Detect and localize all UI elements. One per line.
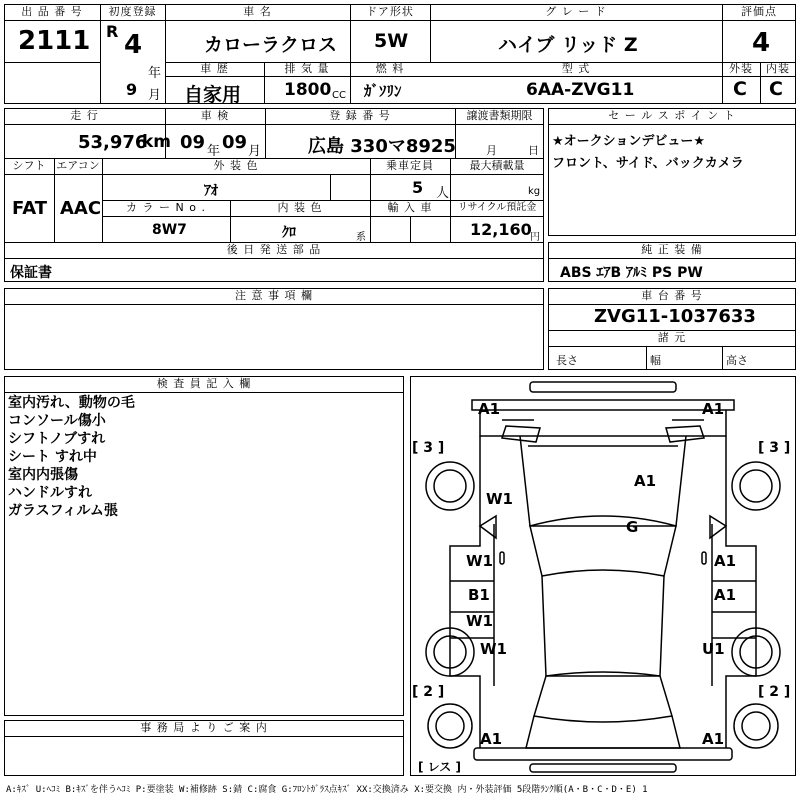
note-item: 室内内張傷 <box>8 467 78 483</box>
grade-header: グ レ ー ド <box>545 5 607 18</box>
mileage: 53,976 <box>78 132 148 153</box>
door-type: 5W <box>374 30 409 52</box>
car-name: カローラクロス <box>204 34 338 56</box>
door-header: ドア形状 <box>366 5 414 18</box>
shift-header: シフト <box>12 159 46 172</box>
insp-year-unit: 年 <box>207 144 221 159</box>
tire-rr-label: [ 2 ] <box>758 684 791 700</box>
score-header: 評価点 <box>741 5 777 18</box>
km-unit: km <box>142 132 172 152</box>
mileage-header: 走 行 <box>70 109 99 122</box>
capacity: 5 <box>412 178 424 197</box>
damage-mark: A1 <box>702 400 725 418</box>
inspector-notes <box>8 394 135 520</box>
model: 6AA-ZVG11 <box>526 80 635 100</box>
damage-mark: W1 <box>486 490 513 508</box>
color-no-header: カ ラ ー N o . <box>126 201 206 214</box>
insp-month-unit: 月 <box>248 144 262 159</box>
hood-front <box>480 410 726 436</box>
damage-mark: A1 <box>478 400 501 418</box>
width-label: 幅 <box>650 354 661 367</box>
transfer-day: 日 <box>528 144 539 157</box>
sales-point-box <box>548 108 796 236</box>
damage-mark: W1 <box>466 552 493 570</box>
office-header: 事 務 局 よ り ご 案 内 <box>140 721 268 734</box>
interior-header: 内装 <box>766 62 790 75</box>
yen-unit: 円 <box>530 232 540 243</box>
history-header: 車 歴 <box>200 62 229 75</box>
car-diagram <box>410 376 796 776</box>
shift: FAT <box>12 198 48 219</box>
front-bumper-strip <box>530 382 676 392</box>
exterior-score: C <box>733 78 747 100</box>
cc-unit: CC <box>332 90 346 101</box>
damage-mark: A1 <box>714 586 737 604</box>
inspection-header: 車 検 <box>200 109 230 122</box>
damage-mark: G <box>626 518 639 536</box>
capacity-header: 乗車定員 <box>386 159 434 172</box>
transfer-header: 譲渡書類期限 <box>466 109 533 122</box>
int-color-unit: 系 <box>356 232 366 243</box>
ext-color: ｱｵ <box>204 183 218 199</box>
note-item: コンソール傷小 <box>8 413 106 429</box>
height-label: 高さ <box>726 354 748 367</box>
note-item: シート すれ中 <box>8 449 97 465</box>
chassis-header: 車 台 番 号 <box>641 289 703 302</box>
sales-point-2: フロント、サイド、バックカメラ <box>552 156 744 171</box>
damage-mark: U1 <box>702 640 725 658</box>
reg-no: 広島 330マ8925 <box>308 136 456 157</box>
first-reg-header: 初度登録 <box>108 5 157 18</box>
rear-bumper <box>474 748 732 760</box>
later-parts: 保証書 <box>10 265 52 281</box>
tire-front-right <box>732 462 780 510</box>
sales-point-1: ★オークションデビュー★ <box>552 134 706 149</box>
note-item: 室内汚れ、動物の毛 <box>8 395 135 411</box>
damage-mark: A1 <box>714 552 737 570</box>
note-item: シフトノブすれ <box>8 431 106 447</box>
transfer-month: 月 <box>486 144 497 157</box>
tire-front-left <box>426 462 474 510</box>
tire-fl-label: [ 3 ] <box>412 440 445 456</box>
int-color: ｸﾛ <box>282 225 296 241</box>
damage-mark: W1 <box>480 640 507 658</box>
color-no: 8W7 <box>152 222 187 238</box>
lot-no-header: 出 品 番 号 <box>21 5 83 18</box>
recycle: 12,160 <box>470 220 532 239</box>
note-item: ガラスフィルム張 <box>8 503 118 519</box>
caution-header: 注 意 事 項 欄 <box>235 289 313 302</box>
fuel: ｶﾞｿﾘﾝ <box>364 82 402 100</box>
tire-fr-label: [ 3 ] <box>758 440 791 456</box>
windshield <box>530 516 676 576</box>
insp-year: 09 <box>180 132 206 153</box>
reg-no-header: 登 録 番 号 <box>329 109 391 122</box>
legend: A:ｷｽﾞ U:ﾍｺﾐ B:ｷｽﾞを伴うﾍｺﾐ P:要塗装 W:補修跡 S:錆 C:腐食 G:ﾌﾛﾝﾄｶﾞﾗｽ点ｷｽﾞ XX:交換済み X:要交換 内・外装評価 5段階ﾗﾝｸ順(A・B・C・D・E) 1 <box>6 785 648 795</box>
fuel-header: 燃 料 <box>375 62 405 75</box>
grade: ハイブ リッド Z <box>498 34 638 56</box>
reg-month: 9 <box>126 80 138 99</box>
tire-rl-label: [ 2 ] <box>412 684 445 700</box>
int-color-header: 内 装 色 <box>277 201 323 214</box>
month-unit: 月 <box>148 88 162 103</box>
front-bumper <box>472 400 734 410</box>
spare-label: [ レス ] <box>418 760 461 774</box>
exterior-header: 外装 <box>729 62 753 75</box>
capacity-unit: 人 <box>436 186 450 201</box>
interior-score: C <box>769 78 783 100</box>
displacement: 1800 <box>284 80 332 100</box>
ac-header: エアコン <box>56 159 100 172</box>
reg-year: 4 <box>124 30 143 60</box>
inspector-header: 検 査 員 記 入 欄 <box>156 377 252 390</box>
load-unit: kg <box>528 186 541 197</box>
displacement-header: 排 気 量 <box>284 62 330 75</box>
sales-point-header: セ ー ル ス ポ イ ン ト <box>608 109 736 122</box>
insp-month: 09 <box>222 132 248 153</box>
ext-color-header: 外 装 色 <box>213 159 259 172</box>
import-header: 輸 入 車 <box>387 201 433 214</box>
damage-mark: B1 <box>468 586 490 604</box>
spare-tire <box>428 704 472 748</box>
recycle-header: リサイクル預託金 <box>457 202 537 213</box>
history: 自家用 <box>184 84 242 106</box>
damage-mark: A1 <box>702 730 725 748</box>
rear-window <box>534 672 672 722</box>
model-header: 型 式 <box>561 62 591 75</box>
damage-mark: W1 <box>466 612 493 630</box>
reg-era: R <box>106 22 119 41</box>
damage-mark: A1 <box>480 730 503 748</box>
year-unit: 年 <box>148 66 162 81</box>
ac: AAC <box>60 198 102 219</box>
note-item: ハンドルすれ <box>8 485 92 501</box>
dims-header: 諸 元 <box>657 331 687 344</box>
chassis-no: ZVG11-1037633 <box>594 306 756 327</box>
genuine-equipment: ABS ｴｱB ｱﾙﾐ PS PW <box>560 265 703 281</box>
score: 4 <box>752 28 771 58</box>
lot-no: 2111 <box>18 26 91 56</box>
later-parts-header: 後 日 発 送 部 品 <box>226 243 322 256</box>
length-label: 長さ <box>556 354 578 367</box>
car-name-header: 車 名 <box>243 5 272 18</box>
genuine-header: 純 正 装 備 <box>641 243 703 256</box>
damage-mark: A1 <box>634 472 657 490</box>
max-load-header: 最大積載量 <box>469 159 525 172</box>
